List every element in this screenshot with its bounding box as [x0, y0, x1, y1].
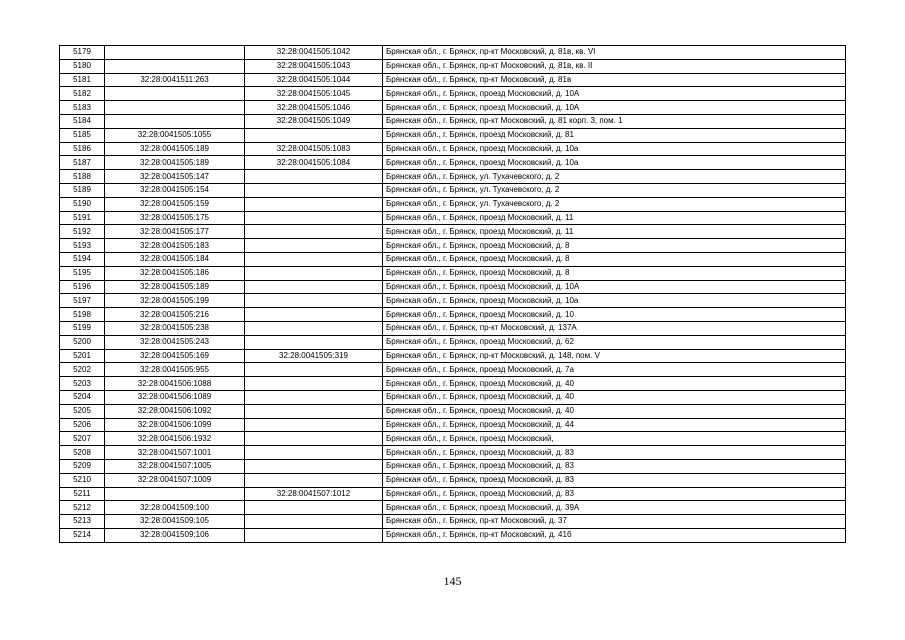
- object-cadastral-number-cell: [245, 266, 383, 280]
- land-cadastral-number-cell: 32:28:0041505:1055: [105, 128, 245, 142]
- object-cadastral-number-cell: 32:28:0041505:1083: [245, 142, 383, 156]
- land-cadastral-number-cell: [105, 487, 245, 501]
- object-cadastral-number-cell: [245, 473, 383, 487]
- table-row: [60, 473, 846, 487]
- object-cadastral-number-cell: [245, 225, 383, 239]
- land-cadastral-number-cell: 32:28:0041505:184: [105, 252, 245, 266]
- table-row: [60, 308, 846, 322]
- land-cadastral-number-cell: 32:28:0041505:169: [105, 349, 245, 363]
- table-row: [60, 363, 846, 377]
- table-row: [60, 239, 846, 253]
- table-row: [60, 211, 846, 225]
- land-cadastral-number-cell: 32:28:0041505:216: [105, 308, 245, 322]
- land-cadastral-number-cell: 32:28:0041505:154: [105, 183, 245, 197]
- table-row: [60, 59, 846, 73]
- row-number-cell: 5211: [60, 487, 105, 501]
- address-cell: Брянская обл., г. Брянск, пр-кт Московский, д. 81 корп. 3, пом. 1: [383, 114, 846, 128]
- row-number-cell: 5209: [60, 459, 105, 473]
- table-row: [60, 280, 846, 294]
- table-row: [60, 170, 846, 184]
- row-number-cell: 5199: [60, 321, 105, 335]
- address-cell: Брянская обл., г. Брянск, проезд Московский, д. 40: [383, 377, 846, 391]
- table-row: [60, 418, 846, 432]
- address-cell: Брянская обл., г. Брянск, проезд Московский, д. 10а: [383, 294, 846, 308]
- row-number-cell: 5183: [60, 101, 105, 115]
- table-row: [60, 349, 846, 363]
- row-number-cell: 5204: [60, 390, 105, 404]
- table-row: [60, 225, 846, 239]
- table-row: [60, 321, 846, 335]
- object-cadastral-number-cell: 32:28:0041505:1043: [245, 59, 383, 73]
- land-cadastral-number-cell: 32:28:0041505:243: [105, 335, 245, 349]
- address-cell: Брянская обл., г. Брянск, проезд Московский, д. 81: [383, 128, 846, 142]
- address-cell: Брянская обл., г. Брянск, проезд Московский, д. 83: [383, 473, 846, 487]
- table-row: [60, 156, 846, 170]
- row-number-cell: 5188: [60, 170, 105, 184]
- address-cell: Брянская обл., г. Брянск, пр-кт Московский, д. 41б: [383, 528, 846, 542]
- land-cadastral-number-cell: 32:28:0041505:189: [105, 156, 245, 170]
- row-number-cell: 5194: [60, 252, 105, 266]
- address-cell: Брянская обл., г. Брянск, ул. Тухачевского, д. 2: [383, 183, 846, 197]
- address-cell: Брянская обл., г. Брянск, пр-кт Московский, д. 81в, кв. II: [383, 59, 846, 73]
- table-row: [60, 73, 846, 87]
- table-row: [60, 183, 846, 197]
- object-cadastral-number-cell: [245, 418, 383, 432]
- object-cadastral-number-cell: 32:28:0041505:1045: [245, 87, 383, 101]
- row-number-cell: 5197: [60, 294, 105, 308]
- land-cadastral-number-cell: 32:28:0041509:106: [105, 528, 245, 542]
- row-number-cell: 5187: [60, 156, 105, 170]
- land-cadastral-number-cell: [105, 114, 245, 128]
- land-cadastral-number-cell: 32:28:0041505:955: [105, 363, 245, 377]
- address-cell: Брянская обл., г. Брянск, проезд Московский, д. 44: [383, 418, 846, 432]
- row-number-cell: 5186: [60, 142, 105, 156]
- address-cell: Брянская обл., г. Брянск, пр-кт Московский, д. 137А: [383, 321, 846, 335]
- row-number-cell: 5214: [60, 528, 105, 542]
- address-cell: Брянская обл., г. Брянск, проезд Московский, д. 40: [383, 390, 846, 404]
- table-row: [60, 446, 846, 460]
- table-row: [60, 335, 846, 349]
- row-number-cell: 5185: [60, 128, 105, 142]
- address-cell: Брянская обл., г. Брянск, пр-кт Московский, д. 81в, кв. VI: [383, 46, 846, 60]
- address-cell: Брянская обл., г. Брянск, проезд Московский, д. 7а: [383, 363, 846, 377]
- object-cadastral-number-cell: [245, 321, 383, 335]
- object-cadastral-number-cell: [245, 211, 383, 225]
- row-number-cell: 5182: [60, 87, 105, 101]
- object-cadastral-number-cell: [245, 515, 383, 529]
- row-number-cell: 5208: [60, 446, 105, 460]
- land-cadastral-number-cell: 32:28:0041507:1009: [105, 473, 245, 487]
- address-cell: Брянская обл., г. Брянск, проезд Московский, д. 83: [383, 446, 846, 460]
- address-cell: Брянская обл., г. Брянск, проезд Московский, д. 83: [383, 459, 846, 473]
- row-number-cell: 5195: [60, 266, 105, 280]
- table-row: [60, 515, 846, 529]
- table-row: [60, 528, 846, 542]
- object-cadastral-number-cell: [245, 446, 383, 460]
- table-row: [60, 101, 846, 115]
- object-cadastral-number-cell: 32:28:0041505:319: [245, 349, 383, 363]
- row-number-cell: 5207: [60, 432, 105, 446]
- land-cadastral-number-cell: 32:28:0041511:263: [105, 73, 245, 87]
- land-cadastral-number-cell: 32:28:0041506:1092: [105, 404, 245, 418]
- object-cadastral-number-cell: [245, 170, 383, 184]
- table-body: [60, 46, 846, 543]
- object-cadastral-number-cell: [245, 294, 383, 308]
- object-cadastral-number-cell: [245, 377, 383, 391]
- table-row: [60, 459, 846, 473]
- address-cell: Брянская обл., г. Брянск, проезд Московский, д. 10А: [383, 101, 846, 115]
- row-number-cell: 5205: [60, 404, 105, 418]
- object-cadastral-number-cell: [245, 197, 383, 211]
- address-cell: Брянская обл., г. Брянск, проезд Московский, д. 11: [383, 211, 846, 225]
- table-row: [60, 501, 846, 515]
- land-cadastral-number-cell: 32:28:0041509:105: [105, 515, 245, 529]
- table-row: [60, 197, 846, 211]
- table-row: [60, 46, 846, 60]
- row-number-cell: 5191: [60, 211, 105, 225]
- land-cadastral-number-cell: 32:28:0041505:183: [105, 239, 245, 253]
- address-cell: Брянская обл., г. Брянск, проезд Московский, д. 10а: [383, 156, 846, 170]
- table-row: [60, 114, 846, 128]
- object-cadastral-number-cell: [245, 501, 383, 515]
- land-cadastral-number-cell: 32:28:0041506:1932: [105, 432, 245, 446]
- table-row: [60, 404, 846, 418]
- address-cell: Брянская обл., г. Брянск, проезд Московский, д. 8: [383, 252, 846, 266]
- object-cadastral-number-cell: 32:28:0041505:1049: [245, 114, 383, 128]
- object-cadastral-number-cell: [245, 239, 383, 253]
- row-number-cell: 5181: [60, 73, 105, 87]
- row-number-cell: 5196: [60, 280, 105, 294]
- row-number-cell: 5212: [60, 501, 105, 515]
- address-cell: Брянская обл., г. Брянск, проезд Московский,: [383, 432, 846, 446]
- object-cadastral-number-cell: [245, 390, 383, 404]
- land-cadastral-number-cell: 32:28:0041505:189: [105, 142, 245, 156]
- row-number-cell: 5200: [60, 335, 105, 349]
- row-number-cell: 5190: [60, 197, 105, 211]
- object-cadastral-number-cell: [245, 308, 383, 322]
- table-row: [60, 87, 846, 101]
- address-cell: Брянская обл., г. Брянск, проезд Московский, д. 10А: [383, 87, 846, 101]
- row-number-cell: 5184: [60, 114, 105, 128]
- object-cadastral-number-cell: [245, 528, 383, 542]
- address-cell: Брянская обл., г. Брянск, проезд Московский, д. 11: [383, 225, 846, 239]
- object-cadastral-number-cell: 32:28:0041507:1012: [245, 487, 383, 501]
- table-row: [60, 252, 846, 266]
- object-cadastral-number-cell: 32:28:0041505:1044: [245, 73, 383, 87]
- land-cadastral-number-cell: [105, 46, 245, 60]
- address-cell: Брянская обл., г. Брянск, проезд Московский, д. 10а: [383, 142, 846, 156]
- row-number-cell: 5210: [60, 473, 105, 487]
- land-cadastral-number-cell: 32:28:0041506:1088: [105, 377, 245, 391]
- land-cadastral-number-cell: 32:28:0041509:100: [105, 501, 245, 515]
- table-row: [60, 128, 846, 142]
- row-number-cell: 5202: [60, 363, 105, 377]
- row-number-cell: 5198: [60, 308, 105, 322]
- land-cadastral-number-cell: 32:28:0041507:1001: [105, 446, 245, 460]
- land-cadastral-number-cell: 32:28:0041505:177: [105, 225, 245, 239]
- property-register-table: [59, 45, 846, 543]
- object-cadastral-number-cell: [245, 432, 383, 446]
- address-cell: Брянская обл., г. Брянск, ул. Тухачевского, д. 2: [383, 197, 846, 211]
- land-cadastral-number-cell: 32:28:0041506:1099: [105, 418, 245, 432]
- land-cadastral-number-cell: 32:28:0041505:186: [105, 266, 245, 280]
- row-number-cell: 5206: [60, 418, 105, 432]
- address-cell: Брянская обл., г. Брянск, проезд Московский, д. 39А: [383, 501, 846, 515]
- address-cell: Брянская обл., г. Брянск, проезд Московский, д. 8: [383, 239, 846, 253]
- address-cell: Брянская обл., г. Брянск, проезд Московский, д. 40: [383, 404, 846, 418]
- object-cadastral-number-cell: 32:28:0041505:1042: [245, 46, 383, 60]
- land-cadastral-number-cell: 32:28:0041505:175: [105, 211, 245, 225]
- row-number-cell: 5201: [60, 349, 105, 363]
- object-cadastral-number-cell: 32:28:0041505:1084: [245, 156, 383, 170]
- land-cadastral-number-cell: 32:28:0041506:1089: [105, 390, 245, 404]
- land-cadastral-number-cell: 32:28:0041505:147: [105, 170, 245, 184]
- row-number-cell: 5180: [60, 59, 105, 73]
- row-number-cell: 5193: [60, 239, 105, 253]
- land-cadastral-number-cell: 32:28:0041507:1005: [105, 459, 245, 473]
- page-number: 145: [443, 574, 462, 588]
- object-cadastral-number-cell: 32:28:0041505:1046: [245, 101, 383, 115]
- object-cadastral-number-cell: [245, 459, 383, 473]
- object-cadastral-number-cell: [245, 335, 383, 349]
- address-cell: Брянская обл., г. Брянск, ул. Тухачевского, д. 2: [383, 170, 846, 184]
- land-cadastral-number-cell: [105, 87, 245, 101]
- object-cadastral-number-cell: [245, 252, 383, 266]
- land-cadastral-number-cell: [105, 101, 245, 115]
- land-cadastral-number-cell: 32:28:0041505:199: [105, 294, 245, 308]
- row-number-cell: 5213: [60, 515, 105, 529]
- address-cell: Брянская обл., г. Брянск, пр-кт Московский, д. 148, пом. V: [383, 349, 846, 363]
- object-cadastral-number-cell: [245, 363, 383, 377]
- table-row: [60, 432, 846, 446]
- row-number-cell: 5179: [60, 46, 105, 60]
- table-row: [60, 266, 846, 280]
- table-row: [60, 142, 846, 156]
- land-cadastral-number-cell: [105, 59, 245, 73]
- table-row: [60, 294, 846, 308]
- object-cadastral-number-cell: [245, 183, 383, 197]
- table-row: [60, 390, 846, 404]
- table-row: [60, 377, 846, 391]
- address-cell: Брянская обл., г. Брянск, пр-кт Московский, д. 81в: [383, 73, 846, 87]
- address-cell: Брянская обл., г. Брянск, проезд Московский, д. 10А: [383, 280, 846, 294]
- land-cadastral-number-cell: 32:28:0041505:159: [105, 197, 245, 211]
- land-cadastral-number-cell: 32:28:0041505:238: [105, 321, 245, 335]
- address-cell: Брянская обл., г. Брянск, проезд Московский, д. 8: [383, 266, 846, 280]
- land-cadastral-number-cell: 32:28:0041505:189: [105, 280, 245, 294]
- object-cadastral-number-cell: [245, 128, 383, 142]
- address-cell: Брянская обл., г. Брянск, проезд Московский, д. 10: [383, 308, 846, 322]
- address-cell: Брянская обл., г. Брянск, проезд Московский, д. 62: [383, 335, 846, 349]
- object-cadastral-number-cell: [245, 404, 383, 418]
- row-number-cell: 5203: [60, 377, 105, 391]
- table-row: [60, 487, 846, 501]
- object-cadastral-number-cell: [245, 280, 383, 294]
- row-number-cell: 5192: [60, 225, 105, 239]
- address-cell: Брянская обл., г. Брянск, пр-кт Московский, д. 37: [383, 515, 846, 529]
- row-number-cell: 5189: [60, 183, 105, 197]
- address-cell: Брянская обл., г. Брянск, проезд Московский, д. 83: [383, 487, 846, 501]
